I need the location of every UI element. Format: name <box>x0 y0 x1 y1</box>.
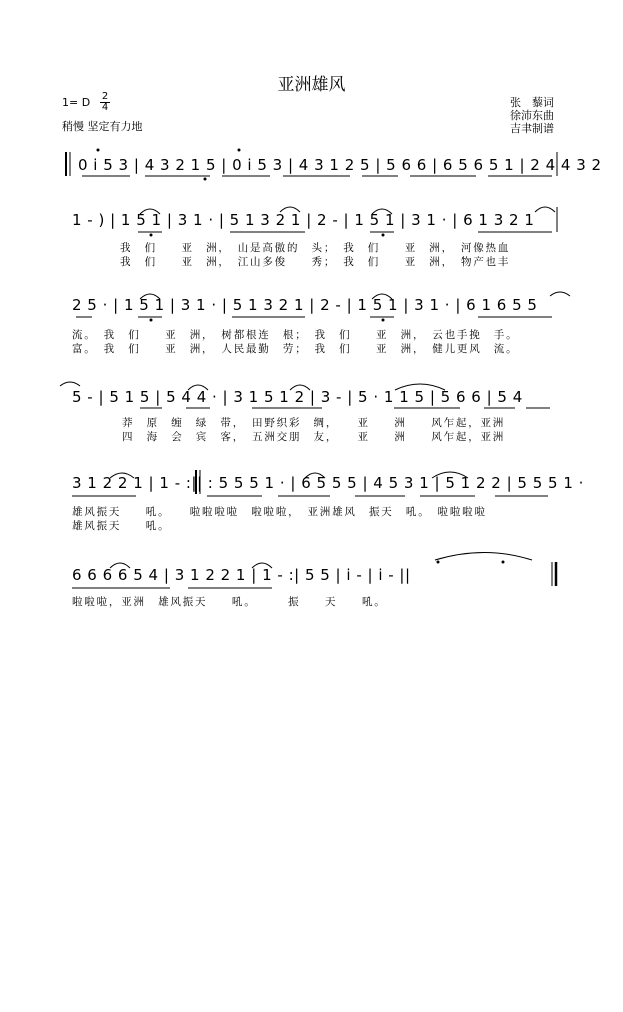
time-signature-top: 2 <box>101 91 109 102</box>
octave-dot <box>150 319 153 322</box>
lyrics-row-4-verse-1: 莽 原 缠 绿 带， 田野织彩 绸， 亚 洲 风乍起，亚洲 <box>122 417 506 429</box>
octave-dot <box>150 234 153 237</box>
octave-dot <box>502 561 505 564</box>
lyrics-row-2-verse-1: 我 们 亚 洲， 山是高傲的 头； 我 们 亚 洲， 河像热血 <box>120 242 511 254</box>
tie-arc <box>140 294 160 299</box>
notes-row-5: 3 1 2 2 1 | 1 - :|| : 5 5 5 1 · | 6 5 5 5 | 4 5 3 1 | 5 1 2 2 | 5 5 5 1 · <box>72 474 584 492</box>
octave-dot <box>204 178 207 181</box>
octave-dot <box>238 149 241 152</box>
tie-arc <box>305 473 325 478</box>
time-signature-bottom: 4 <box>101 102 109 113</box>
octave-dot <box>437 561 440 564</box>
tie-arc <box>140 209 160 214</box>
credit-lyricist: 张 藜词 <box>510 96 554 109</box>
tie-arc <box>550 292 570 296</box>
octave-dot <box>97 149 100 152</box>
tie-arc <box>110 563 130 568</box>
tie-arc <box>432 472 468 478</box>
tie-arc <box>290 385 310 390</box>
key-signature: 1= D <box>62 96 91 109</box>
notes-row-6: 6 6 6 6 5 4 | 3 1 2 2 1 | 1 - :| 5 5 | i - | i - || <box>72 566 411 584</box>
octave-dot <box>382 234 385 237</box>
tie-arc <box>372 294 392 299</box>
tie-arc <box>280 207 300 212</box>
tempo-marking: 稍慢 坚定有力地 <box>62 120 143 133</box>
tie-arc <box>435 553 532 561</box>
lyrics-row-6-verse-1: 啦啦啦，亚洲 雄风振天 吼。 振 天 吼。 <box>72 596 387 608</box>
lyrics-row-3-verse-1: 流。 我 们 亚 洲， 树都根连 根； 我 们 亚 洲， 云也手挽 手。 <box>72 329 519 341</box>
tie-arc <box>252 563 272 568</box>
octave-dot <box>382 319 385 322</box>
song-title: 亚洲雄风 <box>277 75 346 95</box>
tie-arc <box>535 207 555 212</box>
tie-arc <box>395 384 445 390</box>
credit-composer: 徐沛东曲 <box>510 109 554 122</box>
tie-arc <box>188 385 208 390</box>
tie-arc <box>60 382 80 386</box>
lyrics-row-2-verse-2: 我 们 亚 洲， 江山多俊 秀； 我 们 亚 洲， 物产也丰 <box>120 256 511 268</box>
credit-transcriber: 吉聿制谱 <box>510 122 554 135</box>
tie-arc <box>110 473 134 478</box>
lyrics-row-3-verse-2: 富。 我 们 亚 洲， 人民最勤 劳； 我 们 亚 洲， 健儿更风 流。 <box>72 343 519 355</box>
lyrics-row-5-verse-2: 雄风振天 吼。 <box>72 520 171 532</box>
lyrics-row-5-verse-1: 雄风振天 吼。 啦啦啦啦 啦啦啦， 亚洲雄风 振天 吼。 啦啦啦啦 <box>72 506 487 518</box>
lyrics-row-4-verse-2: 四 海 会 宾 客， 五洲交朋 友， 亚 洲 风乍起，亚洲 <box>122 431 506 443</box>
notes-row-4: 5 - | 5 1 5 | 5 4 4 · | 3 1 5 1 2 | 3 - | 5 · 1 1 5 | 5 6 6 | 5 4 <box>72 388 523 406</box>
notes-row-1: 0 i 5 3 | 4 3 2 1 5 | 0 i 5 3 | 4 3 1 2 5 | 5 6 6 | 6 5 6 5 1 | 2 4 4 3 2 <box>78 156 602 174</box>
notes-row-2: 1 - ) | 1 5 1 | 3 1 · | 5 1 3 2 1 | 2 - | 1 5 1 | 3 1 · | 6 1 3 2 1 <box>72 211 535 229</box>
tie-arc <box>372 209 392 214</box>
notes-row-3: 2 5 · | 1 5 1 | 3 1 · | 5 1 3 2 1 | 2 - | 1 5 1 | 3 1 · | 6 1 6 5 5 <box>72 296 538 314</box>
